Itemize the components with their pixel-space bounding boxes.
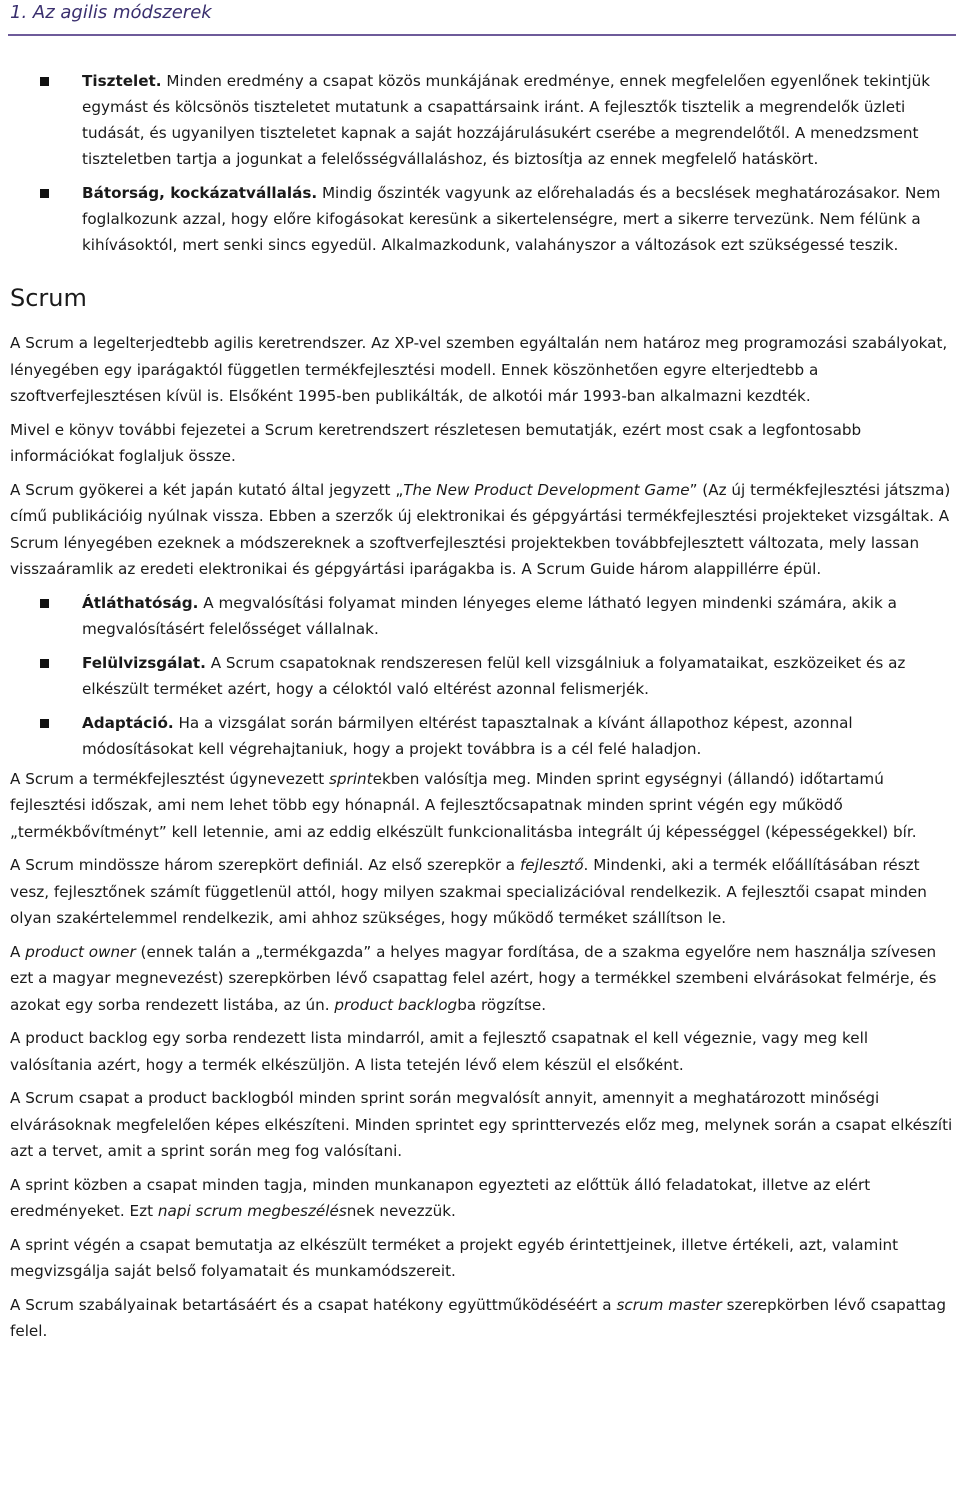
bullet-square-icon	[40, 77, 49, 86]
paragraph: A Scrum a legelterjedtebb agilis keretrendszer. Az XP-vel szemben egyáltalán nem határoz meg programozási szabályokat, lényegében egy iparágaktól független termékfejlesztési modell. Ennek köszönhetően egyre elterjedtebb a szoftverfejlesztésen kívül is. Elsőként 1995-ben publikálták, de alkotói már 1993-ban alkalmazni kezdték.	[10, 334, 948, 405]
paragraph: A Scrum a termékfejlesztést úgynevezett sprintekben valósítja meg. Minden sprint egységnyi (állandó) időtartamú fejlesztési időszak, ami nem lehet több egy hónapnál. A fejlesztőcsapatnak minden sprint végén egy működő „termékbővítményt” kell letennie, ami az eddig elkészült funkcionalitásba integrált új képességgel (képességekkel) bír.	[10, 769, 917, 841]
paragraph: Mivel e könyv további fejezetei a Scrum keretrendszert részletesen bemutatják, ezért most csak a legfontosabb információkat foglaljuk össze.	[10, 420, 862, 465]
paragraph: A sprint közben a csapat minden tagja, minden munkanapon egyezteti az előttük álló feladatokat, illetve az elért eredményeket. Ezt napi scrum megbeszélésnek nevezzük.	[10, 1175, 871, 1220]
item-lead: Átláthatóság.	[82, 593, 199, 612]
list-item	[10, 590, 954, 642]
section-heading: Scrum	[10, 284, 87, 312]
bullet-square-icon	[40, 599, 49, 608]
chapter-title: 1. Az agilis módszerek	[10, 2, 212, 23]
paragraph: A Scrum mindössze három szerepkört definiál. Az első szerepkör a fejlesztő. Mindenki, aki a termék előállításában részt vesz, fejlesztőnek számít függetlenül attól, hogy milyen szakmai specializációval rendelkezik. A fejlesztői csapat minden olyan szakértelemmel rendelkezik, ami ahhoz szükséges, hogy működő terméket szállítson le.	[10, 856, 927, 927]
pillars-list	[10, 590, 954, 762]
bullet-square-icon	[40, 659, 49, 668]
item-text: Ha a vizsgálat során bármilyen eltérést tapasztalnak a kívánt állapothoz képest, azonnal módosításokat kell végrehajtaniuk, hogy a projekt továbbra is a cél felé haladjon.	[82, 713, 853, 758]
item-lead: Bátorság, kockázatvállalás.	[82, 184, 318, 202]
page-header	[8, 0, 956, 36]
item-text: Mindig őszinték vagyunk az előrehaladás és a becslések meghatározásakor. Nem foglalkozunk azzal, hogy előre kifogásokat keresünk a sikertelenségre, mert a sikerre tervezünk. Nem félünk a kihívásoktól, mert senki sincs egyedül. Alkalmazkodunk, valahányszor a változások ezt szükségessé teszik.	[82, 184, 941, 254]
item-text: Minden eredmény a csapat közös munkájának eredménye, ennek megfelelően egyenlőnek tekintjük egymást és kölcsönös tiszteletet mutatunk a csapattársaink iránt. A fejlesztők tisztelik a megrendelők üzleti tudását, és ugyanilyen tiszteletet kapnak a saját hozzájárulásukért cserébe a megrendelőtől. A menedzsment tiszteletben tartja a jogunkat a felelősségvállaláshoz, és biztosítja az ennek megfelelő hatáskört.	[82, 72, 930, 168]
bullet-square-icon	[40, 719, 49, 728]
list-item	[10, 180, 954, 258]
values-list	[10, 68, 954, 258]
page-content	[10, 68, 954, 1352]
paragraph: A sprint végén a csapat bemutatja az elkészült terméket a projekt egyéb érintettjeinek, illetve értékeli, azt, valamint megvizsgálja saját belső folyamatait és munkamódszereit.	[10, 1235, 899, 1280]
list-item	[10, 650, 954, 702]
item-text: A Scrum csapatoknak rendszeresen felül kell vizsgálniuk a folyamataikat, eszközeiket és az elkészült terméket azért, hogy a céloktól való eltérést azonnal felismerjék.	[82, 653, 906, 698]
list-item	[10, 68, 954, 172]
paragraph: A product backlog egy sorba rendezett lista mindarról, amit a fejlesztő csapatnak el kell végeznie, vagy meg kell valósítania azért, hogy a termék elkészüljön. A lista tetején lévő elem készül el elsőként.	[10, 1029, 869, 1074]
item-lead: Felülvizsgálat.	[82, 653, 206, 672]
item-lead: Adaptáció.	[82, 713, 174, 732]
paragraph: A Scrum szabályainak betartásáért és a csapat hatékony együttműködéséért a scrum master szerepkörben lévő csapattag felel.	[10, 1295, 946, 1340]
paragraph: A Scrum csapat a product backlogból minden sprint során megvalósít annyit, amennyit a meghatározott minőségi elvárásoknak megfelelően képes elkészíteni. Minden sprintet egy sprinttervezés előz meg, melynek során a csapat elkészíti azt a tervet, amit a sprint során meg fog valósítani.	[10, 1089, 953, 1160]
paragraph: A product owner (ennek talán a „termékgazda” a helyes magyar fordítása, de a szakma egyelőre nem használja szívesen ezt a magyar megnevezést) szerepkörben lévő csapattag felel azért, hogy a termékkel szembeni elvárásokat felmérje, és azokat egy sorba rendezett listába, az ún. product backlogba rögzítse.	[10, 942, 937, 1014]
bullet-square-icon	[40, 189, 49, 198]
item-text: A megvalósítási folyamat minden lényeges eleme látható legyen mindenki számára, akik a megvalósításért felelősséget vállalnak.	[82, 593, 897, 638]
paragraph: A Scrum gyökerei a két japán kutató által jegyzett „The New Product Development Game” (Az új termékfejlesztési játszma) című publikációig nyúlnak vissza. Ebben a szerzők új elektronikai és gépgyártási termékfejlesztési projekteket vizsgáltak. A Scrum lényegében ezeknek a módszereknek a szoftverfejlesztési projektekben továbbfejlesztett változata, mely lassan visszaáramlik az eredeti elektronikai és gépgyártási iparágakba is. A Scrum Guide három alappillérre épül.	[10, 480, 951, 578]
list-item	[10, 710, 954, 762]
item-lead: Tisztelet.	[82, 72, 162, 90]
